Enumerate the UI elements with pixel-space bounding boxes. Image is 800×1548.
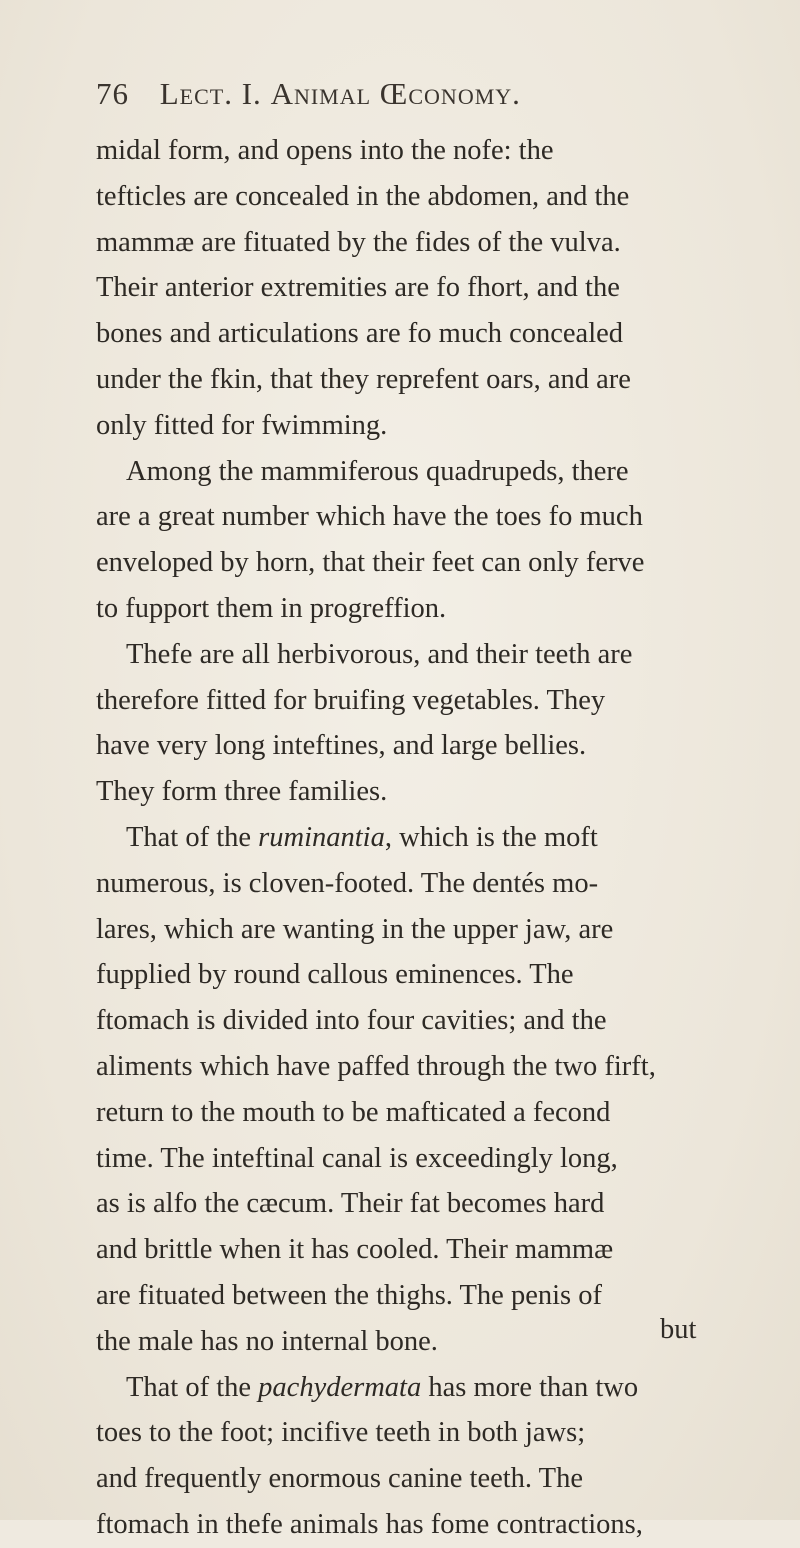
- text-line: return to the mouth to be mafticated a fecond: [96, 1096, 611, 1128]
- text-line: Among the mammiferous quadrupeds, there: [126, 455, 629, 487]
- text-line: under the fkin, that they reprefent oars, and are: [96, 363, 631, 395]
- text-line: as is alfo the cæcum. Their fat becomes hard: [96, 1188, 605, 1220]
- text-line: and frequently enormous canine teeth. The: [96, 1463, 583, 1495]
- text-line: They form three families.: [96, 776, 388, 808]
- text-line: time. The inteftinal canal is exceedingly long,: [96, 1142, 618, 1174]
- text-line: enveloped by horn, that their feet can only ferve: [96, 547, 645, 579]
- text-line: only fitted for fwimming.: [96, 409, 388, 441]
- lecture-label: Lect. I.: [159, 76, 262, 111]
- text-line: toes to the foot; incifive teeth in both jaws;: [96, 1417, 586, 1449]
- text-line: have very long inteftines, and large bellies.: [96, 730, 587, 762]
- text-line: tefticles are concealed in the abdomen, and the: [96, 180, 630, 212]
- text-line: aliments which have paffed through the two firft,: [96, 1050, 656, 1082]
- text-line: Their anterior extremities are fo fhort, and the: [96, 272, 620, 304]
- text-line: are a great number which have the toes fo much: [96, 501, 643, 533]
- page-number: 76: [96, 76, 129, 111]
- header-title: Animal Œconomy.: [270, 76, 521, 111]
- text-line: therefore fitted for bruifing vegetables. They: [96, 684, 606, 716]
- text-line: lares, which are wanting in the upper jaw, are: [96, 913, 614, 945]
- text-line: That of the ruminantia, which is the moft: [126, 821, 598, 853]
- text-line: to fupport them in progreffion.: [96, 592, 447, 624]
- text-line: fupplied by round callous eminences. The: [96, 959, 574, 991]
- catchword: but: [660, 1314, 697, 1345]
- text-line: numerous, is cloven-footed. The dentés mo-: [96, 867, 599, 899]
- text-line: midal form, and opens into the nofe: the: [96, 135, 554, 166]
- text-line: the male has no internal bone.: [96, 1325, 438, 1357]
- text-line: That of the pachydermata has more than two: [126, 1371, 639, 1403]
- text-line: Thefe are all herbivorous, and their teeth are: [126, 638, 633, 670]
- running-header: [96, 76, 716, 120]
- italic-term: ruminantia: [258, 821, 385, 853]
- text-line: ftomach in thefe animals has fome contractions,: [96, 1508, 643, 1540]
- text-line: mammæ are fituated by the fides of the vulva.: [96, 226, 621, 258]
- text-line: bones and articulations are fo much concealed: [96, 318, 624, 350]
- italic-term: pachydermata: [258, 1371, 422, 1403]
- text-line: ftomach is divided into four cavities; and the: [96, 1005, 607, 1037]
- text-line: are fituated between the thighs. The penis of: [96, 1279, 602, 1311]
- body-text: [96, 128, 726, 1548]
- text-line: and brittle when it has cooled. Their mammæ: [96, 1234, 614, 1266]
